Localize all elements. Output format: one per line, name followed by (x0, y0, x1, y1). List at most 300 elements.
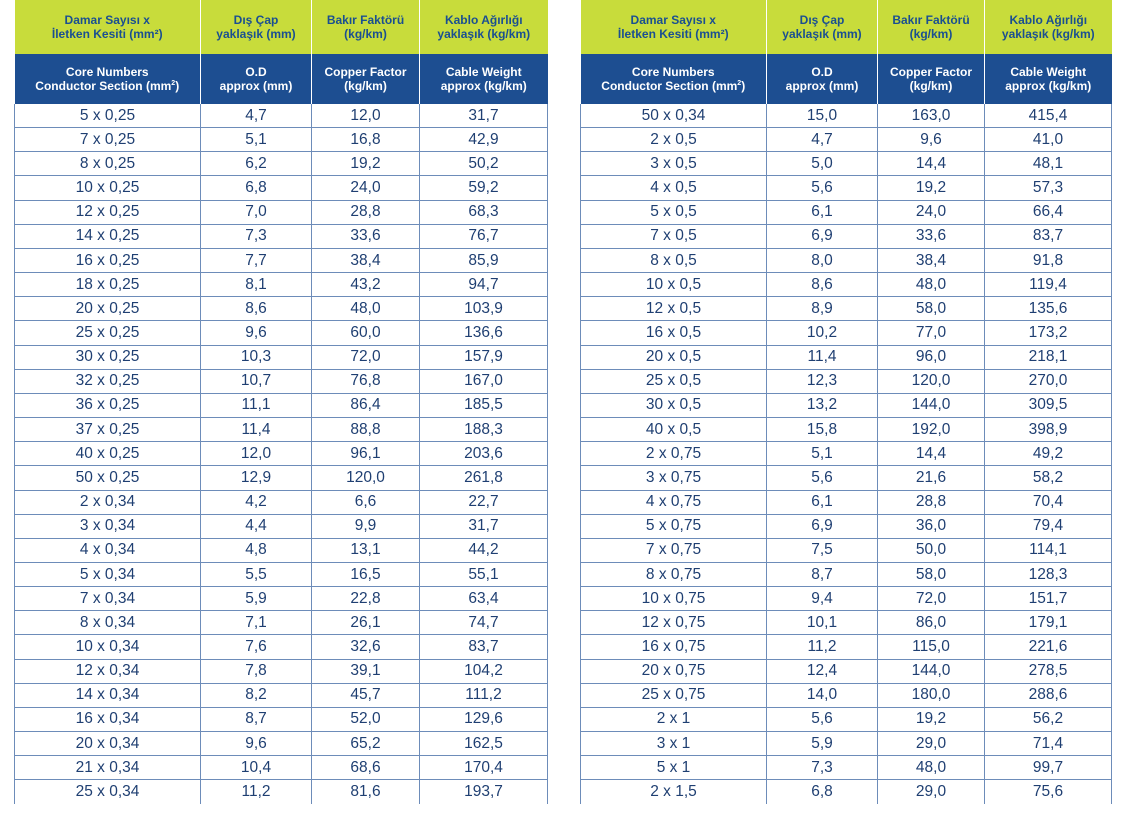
cell-core-section: 2 x 1 (581, 707, 767, 731)
cell-core-section: 20 x 0,25 (15, 297, 201, 321)
cell-cable-weight: 94,7 (420, 273, 548, 297)
cell-copper-factor: 81,6 (312, 780, 420, 804)
cell-copper-factor: 68,6 (312, 756, 420, 780)
header-copper-factor-en: Copper Factor (kg/km) (878, 54, 985, 104)
cell-copper-factor: 38,4 (312, 248, 420, 272)
header-od-en: O.D approx (mm) (767, 54, 878, 104)
cell-copper-factor: 163,0 (878, 104, 985, 128)
cell-copper-factor: 96,1 (312, 442, 420, 466)
table-row (15, 104, 548, 128)
table-row (15, 369, 548, 393)
cell-outer-diameter: 6,2 (201, 152, 312, 176)
cell-core-section: 20 x 0,5 (581, 345, 767, 369)
cell-outer-diameter: 4,2 (201, 490, 312, 514)
cell-cable-weight: 31,7 (420, 104, 548, 128)
cell-outer-diameter: 7,6 (201, 635, 312, 659)
cell-copper-factor: 14,4 (878, 442, 985, 466)
cell-cable-weight: 188,3 (420, 418, 548, 442)
header-row-turkish (581, 0, 1112, 54)
cell-cable-weight: 50,2 (420, 152, 548, 176)
cell-outer-diameter: 10,7 (201, 369, 312, 393)
header-od-tr: Dış Çap yaklaşık (mm) (767, 0, 878, 54)
table-row (15, 562, 548, 586)
cell-core-section: 2 x 1,5 (581, 780, 767, 804)
cell-copper-factor: 45,7 (312, 683, 420, 707)
cell-cable-weight: 261,8 (420, 466, 548, 490)
cable-table-right (580, 0, 1112, 804)
cell-cable-weight: 22,7 (420, 490, 548, 514)
cell-outer-diameter: 11,4 (201, 418, 312, 442)
table-row (15, 538, 548, 562)
cell-outer-diameter: 10,1 (767, 611, 878, 635)
table-row (15, 128, 548, 152)
cell-cable-weight: 128,3 (985, 562, 1112, 586)
header-copper-factor-tr: Bakır Faktörü (kg/km) (312, 0, 420, 54)
cell-core-section: 14 x 0,34 (15, 683, 201, 707)
cell-cable-weight: 136,6 (420, 321, 548, 345)
header-core-section-tr: Damar Sayısı x İletken Kesiti (mm²) (15, 0, 201, 54)
cell-cable-weight: 167,0 (420, 369, 548, 393)
cell-copper-factor: 19,2 (878, 176, 985, 200)
cell-outer-diameter: 15,8 (767, 418, 878, 442)
cell-outer-diameter: 5,6 (767, 466, 878, 490)
cell-copper-factor: 48,0 (878, 756, 985, 780)
table-row (581, 659, 1112, 683)
cell-core-section: 40 x 0,25 (15, 442, 201, 466)
cell-cable-weight: 71,4 (985, 732, 1112, 756)
cell-core-section: 16 x 0,25 (15, 248, 201, 272)
table-row (581, 152, 1112, 176)
table-row (15, 176, 548, 200)
cell-cable-weight: 114,1 (985, 538, 1112, 562)
cell-cable-weight: 157,9 (420, 345, 548, 369)
table-row (581, 611, 1112, 635)
cell-outer-diameter: 8,6 (201, 297, 312, 321)
cell-core-section: 8 x 0,25 (15, 152, 201, 176)
cell-copper-factor: 72,0 (878, 587, 985, 611)
cell-core-section: 8 x 0,5 (581, 248, 767, 272)
cell-core-section: 5 x 0,5 (581, 200, 767, 224)
table-row (581, 514, 1112, 538)
cell-core-section: 14 x 0,25 (15, 224, 201, 248)
cell-core-section: 3 x 0,5 (581, 152, 767, 176)
table-row (15, 442, 548, 466)
cell-copper-factor: 28,8 (878, 490, 985, 514)
cell-cable-weight: 203,6 (420, 442, 548, 466)
cell-cable-weight: 151,7 (985, 587, 1112, 611)
cell-core-section: 4 x 0,34 (15, 538, 201, 562)
cell-core-section: 7 x 0,34 (15, 587, 201, 611)
cell-core-section: 40 x 0,5 (581, 418, 767, 442)
cell-cable-weight: 42,9 (420, 128, 548, 152)
cell-copper-factor: 88,8 (312, 418, 420, 442)
cell-core-section: 30 x 0,25 (15, 345, 201, 369)
cell-cable-weight: 179,1 (985, 611, 1112, 635)
table-body-left (15, 104, 548, 804)
table-row (15, 659, 548, 683)
table-row (581, 562, 1112, 586)
cell-outer-diameter: 8,7 (767, 562, 878, 586)
cell-copper-factor: 9,9 (312, 514, 420, 538)
cell-copper-factor: 50,0 (878, 538, 985, 562)
cell-core-section: 12 x 0,34 (15, 659, 201, 683)
cell-cable-weight: 83,7 (985, 224, 1112, 248)
cell-outer-diameter: 11,1 (201, 393, 312, 417)
cell-core-section: 2 x 0,34 (15, 490, 201, 514)
cell-copper-factor: 33,6 (312, 224, 420, 248)
cell-copper-factor: 72,0 (312, 345, 420, 369)
cell-outer-diameter: 7,0 (201, 200, 312, 224)
cell-copper-factor: 52,0 (312, 707, 420, 731)
cell-outer-diameter: 4,7 (201, 104, 312, 128)
cell-outer-diameter: 9,6 (201, 732, 312, 756)
table-row (15, 393, 548, 417)
cell-cable-weight: 104,2 (420, 659, 548, 683)
cell-core-section: 3 x 0,34 (15, 514, 201, 538)
cell-outer-diameter: 9,6 (201, 321, 312, 345)
cell-cable-weight: 74,7 (420, 611, 548, 635)
cell-cable-weight: 57,3 (985, 176, 1112, 200)
cell-cable-weight: 41,0 (985, 128, 1112, 152)
cell-copper-factor: 86,0 (878, 611, 985, 635)
cell-outer-diameter: 7,5 (767, 538, 878, 562)
table-row (581, 369, 1112, 393)
cell-cable-weight: 129,6 (420, 707, 548, 731)
cell-outer-diameter: 6,8 (767, 780, 878, 804)
cell-copper-factor: 29,0 (878, 732, 985, 756)
cell-cable-weight: 170,4 (420, 756, 548, 780)
cell-core-section: 8 x 0,75 (581, 562, 767, 586)
table-row (15, 152, 548, 176)
cell-copper-factor: 120,0 (312, 466, 420, 490)
cell-cable-weight: 119,4 (985, 273, 1112, 297)
cell-core-section: 21 x 0,34 (15, 756, 201, 780)
cell-cable-weight: 218,1 (985, 345, 1112, 369)
header-cable-weight-en: Cable Weight approx (kg/km) (420, 54, 548, 104)
cell-outer-diameter: 8,9 (767, 297, 878, 321)
cell-outer-diameter: 5,1 (201, 128, 312, 152)
cell-copper-factor: 60,0 (312, 321, 420, 345)
cell-cable-weight: 48,1 (985, 152, 1112, 176)
header-od-en: O.D approx (mm) (201, 54, 312, 104)
cell-cable-weight: 288,6 (985, 683, 1112, 707)
cell-copper-factor: 86,4 (312, 393, 420, 417)
header-cable-weight-tr: Kablo Ağırlığı yaklaşık (kg/km) (985, 0, 1112, 54)
cell-outer-diameter: 8,2 (201, 683, 312, 707)
table-row (581, 587, 1112, 611)
table-row (15, 683, 548, 707)
cell-cable-weight: 76,7 (420, 224, 548, 248)
cell-cable-weight: 63,4 (420, 587, 548, 611)
header-row-english (15, 54, 548, 104)
cell-copper-factor: 144,0 (878, 393, 985, 417)
cell-copper-factor: 120,0 (878, 369, 985, 393)
table-row (15, 418, 548, 442)
table-row (581, 683, 1112, 707)
cell-outer-diameter: 10,3 (201, 345, 312, 369)
cell-outer-diameter: 10,2 (767, 321, 878, 345)
cell-outer-diameter: 10,4 (201, 756, 312, 780)
cell-copper-factor: 77,0 (878, 321, 985, 345)
cell-cable-weight: 135,6 (985, 297, 1112, 321)
cell-outer-diameter: 6,9 (767, 224, 878, 248)
cell-core-section: 25 x 0,75 (581, 683, 767, 707)
table-row (581, 732, 1112, 756)
cell-cable-weight: 103,9 (420, 297, 548, 321)
header-copper-factor-en: Copper Factor (kg/km) (312, 54, 420, 104)
cell-copper-factor: 26,1 (312, 611, 420, 635)
cell-cable-weight: 221,6 (985, 635, 1112, 659)
table-body-right (581, 104, 1112, 804)
cell-core-section: 12 x 0,5 (581, 297, 767, 321)
cell-copper-factor: 24,0 (312, 176, 420, 200)
cell-cable-weight: 85,9 (420, 248, 548, 272)
cell-outer-diameter: 9,4 (767, 587, 878, 611)
cell-copper-factor: 115,0 (878, 635, 985, 659)
cell-copper-factor: 6,6 (312, 490, 420, 514)
cell-cable-weight: 68,3 (420, 200, 548, 224)
cell-outer-diameter: 5,1 (767, 442, 878, 466)
header-row-english (581, 54, 1112, 104)
cell-copper-factor: 13,1 (312, 538, 420, 562)
table-row (581, 321, 1112, 345)
table-row (15, 490, 548, 514)
header-core-section-tr: Damar Sayısı x İletken Kesiti (mm²) (581, 0, 767, 54)
cell-core-section: 18 x 0,25 (15, 273, 201, 297)
cell-outer-diameter: 14,0 (767, 683, 878, 707)
table-row (581, 128, 1112, 152)
cell-core-section: 7 x 0,25 (15, 128, 201, 152)
cell-cable-weight: 56,2 (985, 707, 1112, 731)
cell-copper-factor: 39,1 (312, 659, 420, 683)
cell-outer-diameter: 6,1 (767, 490, 878, 514)
cell-core-section: 7 x 0,75 (581, 538, 767, 562)
cell-copper-factor: 58,0 (878, 562, 985, 586)
cell-core-section: 2 x 0,75 (581, 442, 767, 466)
cell-outer-diameter: 13,2 (767, 393, 878, 417)
cell-cable-weight: 111,2 (420, 683, 548, 707)
cell-core-section: 2 x 0,5 (581, 128, 767, 152)
cell-copper-factor: 192,0 (878, 418, 985, 442)
cell-copper-factor: 16,5 (312, 562, 420, 586)
table-row (581, 538, 1112, 562)
cell-copper-factor: 19,2 (312, 152, 420, 176)
cell-cable-weight: 173,2 (985, 321, 1112, 345)
cable-table-left (14, 0, 548, 804)
cell-cable-weight: 75,6 (985, 780, 1112, 804)
table-row (15, 224, 548, 248)
cell-cable-weight: 55,1 (420, 562, 548, 586)
table-row (15, 707, 548, 731)
cell-copper-factor: 22,8 (312, 587, 420, 611)
cell-core-section: 12 x 0,75 (581, 611, 767, 635)
table-row (581, 490, 1112, 514)
table-row (15, 248, 548, 272)
cell-outer-diameter: 4,8 (201, 538, 312, 562)
cell-cable-weight: 44,2 (420, 538, 548, 562)
cell-copper-factor: 43,2 (312, 273, 420, 297)
cell-core-section: 50 x 0,34 (581, 104, 767, 128)
cell-cable-weight: 193,7 (420, 780, 548, 804)
cell-copper-factor: 16,8 (312, 128, 420, 152)
cell-copper-factor: 48,0 (312, 297, 420, 321)
table-row (581, 707, 1112, 731)
table-row (15, 635, 548, 659)
cell-cable-weight: 31,7 (420, 514, 548, 538)
cell-cable-weight: 398,9 (985, 418, 1112, 442)
table-row (581, 756, 1112, 780)
table-row (15, 611, 548, 635)
table-row (15, 732, 548, 756)
table-row (581, 635, 1112, 659)
cell-cable-weight: 91,8 (985, 248, 1112, 272)
cell-outer-diameter: 12,4 (767, 659, 878, 683)
cell-copper-factor: 12,0 (312, 104, 420, 128)
cell-core-section: 16 x 0,75 (581, 635, 767, 659)
header-od-tr: Dış Çap yaklaşık (mm) (201, 0, 312, 54)
table-row (581, 248, 1112, 272)
table-row (581, 224, 1112, 248)
header-cable-weight-en: Cable Weight approx (kg/km) (985, 54, 1112, 104)
table-row (15, 587, 548, 611)
cell-core-section: 3 x 1 (581, 732, 767, 756)
cell-cable-weight: 270,0 (985, 369, 1112, 393)
cell-core-section: 3 x 0,75 (581, 466, 767, 490)
cell-core-section: 4 x 0,75 (581, 490, 767, 514)
cell-copper-factor: 36,0 (878, 514, 985, 538)
table-row (581, 442, 1112, 466)
cell-outer-diameter: 5,9 (201, 587, 312, 611)
header-cable-weight-tr: Kablo Ağırlığı yaklaşık (kg/km) (420, 0, 548, 54)
cell-cable-weight: 66,4 (985, 200, 1112, 224)
header-core-section-en: Core Numbers Conductor Section $(mm^2)$ (15, 54, 201, 104)
table-row (581, 780, 1112, 804)
cell-copper-factor: 32,6 (312, 635, 420, 659)
cell-core-section: 25 x 0,25 (15, 321, 201, 345)
table-row (581, 418, 1112, 442)
cell-cable-weight: 278,5 (985, 659, 1112, 683)
table-row (15, 345, 548, 369)
cell-core-section: 30 x 0,5 (581, 393, 767, 417)
cell-core-section: 25 x 0,5 (581, 369, 767, 393)
cell-outer-diameter: 6,1 (767, 200, 878, 224)
cell-core-section: 12 x 0,25 (15, 200, 201, 224)
cell-copper-factor: 96,0 (878, 345, 985, 369)
cell-cable-weight: 162,5 (420, 732, 548, 756)
cell-outer-diameter: 12,0 (201, 442, 312, 466)
cell-copper-factor: 180,0 (878, 683, 985, 707)
cell-outer-diameter: 8,7 (201, 707, 312, 731)
table-row (15, 297, 548, 321)
cell-core-section: 16 x 0,5 (581, 321, 767, 345)
table-row (15, 466, 548, 490)
cell-copper-factor: 33,6 (878, 224, 985, 248)
cell-copper-factor: 76,8 (312, 369, 420, 393)
cell-outer-diameter: 5,6 (767, 707, 878, 731)
cell-outer-diameter: 4,7 (767, 128, 878, 152)
cell-cable-weight: 49,2 (985, 442, 1112, 466)
cell-outer-diameter: 8,1 (201, 273, 312, 297)
table-row (581, 393, 1112, 417)
cell-cable-weight: 59,2 (420, 176, 548, 200)
cell-copper-factor: 9,6 (878, 128, 985, 152)
table-row (15, 780, 548, 804)
table-row (581, 273, 1112, 297)
cell-copper-factor: 38,4 (878, 248, 985, 272)
cell-core-section: 25 x 0,34 (15, 780, 201, 804)
cell-outer-diameter: 7,3 (201, 224, 312, 248)
cell-core-section: 10 x 0,34 (15, 635, 201, 659)
cell-outer-diameter: 7,1 (201, 611, 312, 635)
table-row (581, 104, 1112, 128)
cell-core-section: 5 x 0,25 (15, 104, 201, 128)
cell-copper-factor: 19,2 (878, 707, 985, 731)
cell-core-section: 10 x 0,5 (581, 273, 767, 297)
cell-copper-factor: 144,0 (878, 659, 985, 683)
cell-copper-factor: 29,0 (878, 780, 985, 804)
cell-cable-weight: 185,5 (420, 393, 548, 417)
cell-outer-diameter: 5,9 (767, 732, 878, 756)
cell-cable-weight: 79,4 (985, 514, 1112, 538)
table-row (581, 176, 1112, 200)
cell-cable-weight: 99,7 (985, 756, 1112, 780)
cell-core-section: 4 x 0,5 (581, 176, 767, 200)
cell-outer-diameter: 11,4 (767, 345, 878, 369)
cell-outer-diameter: 5,5 (201, 562, 312, 586)
header-core-section-en: Core Numbers Conductor Section $(mm^2)$ (581, 54, 767, 104)
cell-outer-diameter: 7,7 (201, 248, 312, 272)
cell-core-section: 5 x 0,34 (15, 562, 201, 586)
table-row (581, 345, 1112, 369)
cell-outer-diameter: 5,6 (767, 176, 878, 200)
table-row (581, 466, 1112, 490)
cell-copper-factor: 14,4 (878, 152, 985, 176)
cell-cable-weight: 70,4 (985, 490, 1112, 514)
cell-core-section: 36 x 0,25 (15, 393, 201, 417)
table-row (15, 273, 548, 297)
table-row (15, 514, 548, 538)
cell-cable-weight: 309,5 (985, 393, 1112, 417)
cell-outer-diameter: 11,2 (201, 780, 312, 804)
cell-outer-diameter: 6,9 (767, 514, 878, 538)
cell-copper-factor: 58,0 (878, 297, 985, 321)
cell-outer-diameter: 15,0 (767, 104, 878, 128)
table-row (15, 756, 548, 780)
cell-copper-factor: 21,6 (878, 466, 985, 490)
cell-copper-factor: 24,0 (878, 200, 985, 224)
cell-core-section: 20 x 0,75 (581, 659, 767, 683)
table-row (15, 321, 548, 345)
cell-outer-diameter: 7,3 (767, 756, 878, 780)
cell-core-section: 16 x 0,34 (15, 707, 201, 731)
cell-outer-diameter: 11,2 (767, 635, 878, 659)
cell-outer-diameter: 7,8 (201, 659, 312, 683)
cell-copper-factor: 65,2 (312, 732, 420, 756)
cell-core-section: 10 x 0,75 (581, 587, 767, 611)
cell-cable-weight: 83,7 (420, 635, 548, 659)
cell-core-section: 32 x 0,25 (15, 369, 201, 393)
cell-outer-diameter: 4,4 (201, 514, 312, 538)
cell-cable-weight: 415,4 (985, 104, 1112, 128)
cell-outer-diameter: 12,9 (201, 466, 312, 490)
table-row (581, 200, 1112, 224)
cell-core-section: 50 x 0,25 (15, 466, 201, 490)
table-row (15, 200, 548, 224)
cell-core-section: 37 x 0,25 (15, 418, 201, 442)
cell-cable-weight: 58,2 (985, 466, 1112, 490)
cell-core-section: 8 x 0,34 (15, 611, 201, 635)
table-row (581, 297, 1112, 321)
